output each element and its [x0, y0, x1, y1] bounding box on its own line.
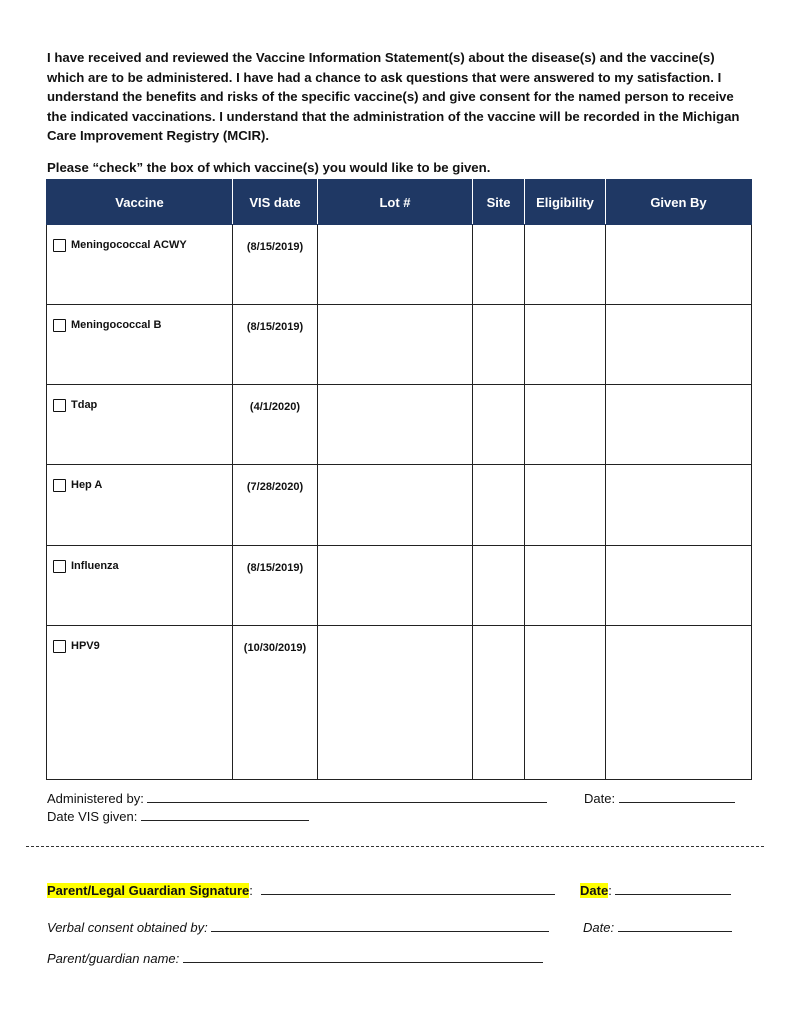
given-by-cell[interactable]: [606, 225, 752, 305]
guardian-name-row: [47, 949, 543, 966]
lot-cell[interactable]: [318, 465, 473, 545]
given-by-cell[interactable]: [606, 305, 752, 385]
vis-date: (10/30/2019): [243, 641, 307, 654]
checkbox-meningococcal-acwy[interactable]: [53, 239, 66, 252]
signature-colon: :: [249, 883, 253, 898]
intro-text: [47, 48, 747, 146]
site-cell[interactable]: [473, 545, 525, 625]
given-by-cell[interactable]: [606, 545, 752, 625]
eligibility-cell[interactable]: [525, 305, 606, 385]
vaccine-name: Influenza: [71, 559, 119, 572]
signature-label: Parent/Legal Guardian Signature: [47, 883, 250, 898]
verbal-consent-row: [47, 918, 549, 935]
guardian-name-label: Parent/guardian name:: [47, 951, 180, 966]
given-by-cell[interactable]: [606, 385, 752, 465]
vaccine-name: Meningococcal ACWY: [71, 239, 187, 251]
eligibility-cell[interactable]: [525, 465, 606, 545]
vaccine-table: [46, 179, 752, 780]
table-row: [47, 305, 752, 385]
administered-by-row: [47, 789, 547, 806]
administered-by-label: Administered by:: [47, 791, 144, 806]
lot-cell[interactable]: [318, 545, 473, 625]
signature-date-field[interactable]: [615, 881, 731, 895]
date-vis-given-row: [47, 807, 309, 824]
header-given-by: Given By: [606, 180, 752, 225]
eligibility-cell[interactable]: [525, 545, 606, 625]
eligibility-cell[interactable]: [525, 625, 606, 779]
date-vis-given-field[interactable]: [141, 807, 309, 821]
admin-date-field[interactable]: [619, 789, 735, 803]
signature-date-row: [580, 881, 731, 898]
lot-cell[interactable]: [318, 625, 473, 779]
signature-date-colon: :: [608, 883, 612, 898]
vis-date: (8/15/2019): [246, 241, 304, 253]
checkbox-tdap[interactable]: [53, 399, 66, 412]
verbal-date-label: Date:: [583, 920, 615, 935]
given-by-cell[interactable]: [606, 625, 752, 779]
lot-cell[interactable]: [318, 305, 473, 385]
table-row: [47, 625, 752, 779]
check-instruction: Please “check” the box of which vaccine(s) you would like to be given.: [47, 160, 491, 175]
signature-field[interactable]: [261, 881, 555, 895]
eligibility-cell[interactable]: [525, 385, 606, 465]
signature-row: [47, 881, 555, 898]
date-vis-given-label: Date VIS given:: [47, 809, 138, 824]
header-vis-date: VIS date: [233, 180, 318, 225]
administered-by-field[interactable]: [147, 789, 547, 803]
header-lot: Lot #: [318, 180, 473, 225]
site-cell[interactable]: [473, 385, 525, 465]
eligibility-cell[interactable]: [525, 225, 606, 305]
verbal-consent-field[interactable]: [211, 918, 549, 932]
table-row: [47, 545, 752, 625]
consent-paragraph: I have received and reviewed the Vaccine Information Statement(s) about the disease(s) and the vaccine(s) which are to be administered. I have had a chance to ask questions that were answered to my satisfaction. I understand the benefits and risks of the specific vaccine(s) and give consent for the named person to receive the indicated vaccinations. I understand that the administration of the vaccine will be recorded in the Michigan Care Improvement Registry (MCIR).: [47, 50, 740, 143]
vis-date: (4/1/2020): [249, 401, 301, 414]
cut-line-divider: [26, 846, 764, 847]
vaccine-name: Meningococcal B: [71, 319, 162, 332]
table-row: [47, 385, 752, 465]
guardian-name-field[interactable]: [183, 949, 543, 963]
lot-cell[interactable]: [318, 225, 473, 305]
checkbox-influenza[interactable]: [53, 560, 66, 573]
lot-cell[interactable]: [318, 385, 473, 465]
vaccine-name: HPV9: [71, 639, 100, 652]
site-cell[interactable]: [473, 305, 525, 385]
given-by-cell[interactable]: [606, 465, 752, 545]
admin-date-label: Date:: [584, 791, 616, 806]
checkbox-hpv9[interactable]: [53, 640, 66, 653]
site-cell[interactable]: [473, 625, 525, 779]
vis-date: (8/15/2019): [246, 561, 304, 574]
verbal-date-row: [583, 918, 732, 935]
table-row: [47, 465, 752, 545]
vis-date: (7/28/2020): [246, 481, 304, 494]
site-cell[interactable]: [473, 225, 525, 305]
table-row: [47, 225, 752, 305]
checkbox-meningococcal-b[interactable]: [53, 319, 66, 332]
header-vaccine: Vaccine: [47, 180, 233, 225]
vaccine-name: Hep A: [71, 479, 103, 492]
checkbox-hep-a[interactable]: [53, 479, 66, 492]
verbal-date-field[interactable]: [618, 918, 732, 932]
table-header-row: [47, 180, 752, 225]
signature-date-label: Date: [580, 883, 609, 898]
verbal-consent-label: Verbal consent obtained by:: [47, 920, 208, 935]
header-site: Site: [473, 180, 525, 225]
vaccine-name: Tdap: [71, 399, 98, 412]
header-eligibility: Eligibility: [525, 180, 606, 225]
site-cell[interactable]: [473, 465, 525, 545]
admin-date-row: [584, 789, 735, 806]
vis-date: (8/15/2019): [246, 321, 304, 334]
